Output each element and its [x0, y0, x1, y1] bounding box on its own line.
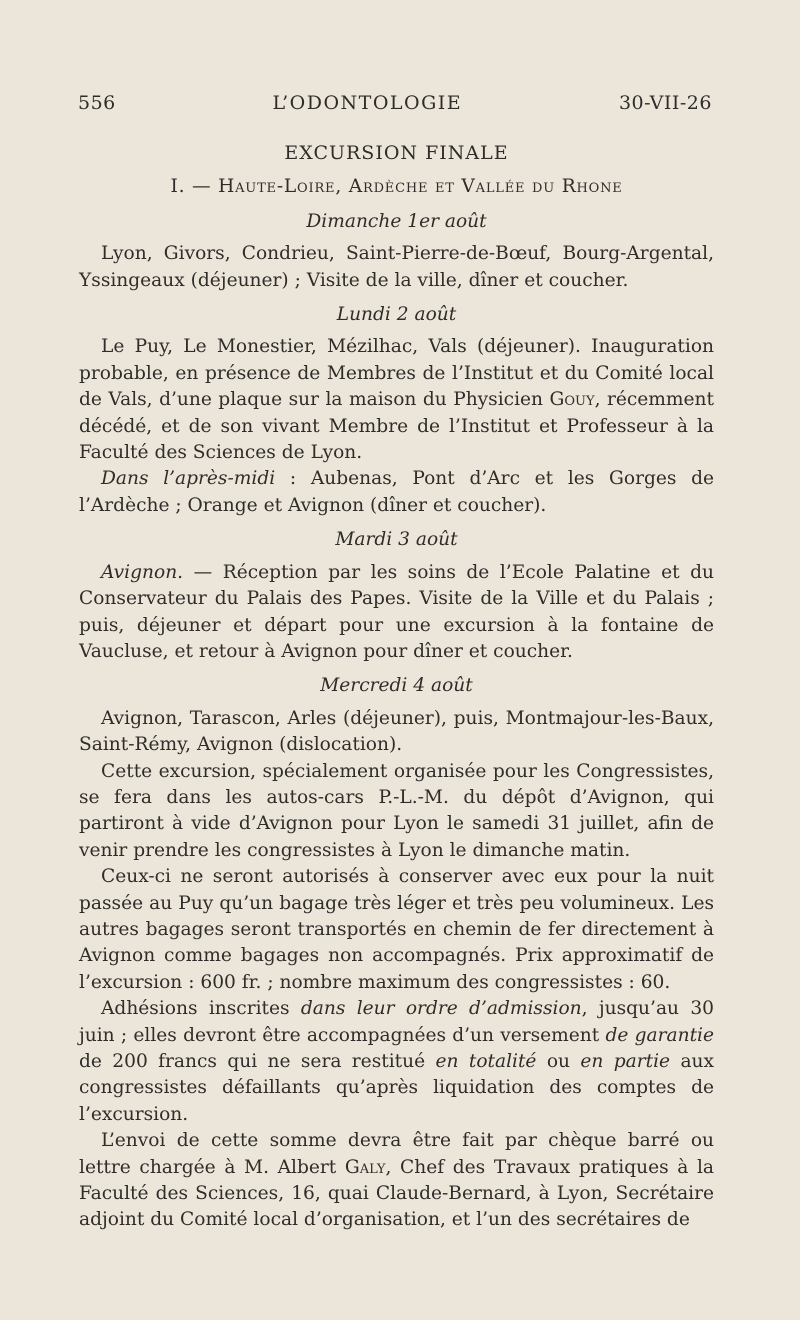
day-heading-tuesday: Mardi 3 août — [335, 529, 458, 551]
adhesions-text-g: ou — [536, 1051, 581, 1072]
day-text-sunday: Lyon, Givors, Condrieu, Saint-Pierre-de-Bœuf, Bourg-Argental, Yssingeaux (déjeuner) ; Visite de la ville, dîner et coucher. — [79, 243, 714, 291]
paragraph-luggage: Ceux-ci ne seront autorisés à conserver avec eux pour la nuit passée au Puy qu’un bagage très léger et très peu volumineux. Les autres bagages seront transportés en chemin de fer directement à Avignon comme bagages non accompagnés. Prix approximatif de l’excursion : 600 fr. ; nombre maximum des congressistes : 60. — [79, 866, 714, 993]
day-heading-sunday: Dimanche 1er août — [306, 210, 487, 232]
adhesions-text-i: aux congressistes défaillants qu’après liquidation des comptes de l’excursion. — [79, 1051, 714, 1125]
issue-date: 30-VII-26 — [618, 92, 712, 114]
adhesions-text-c: , jusqu’au 30 juin ; elles devront être accompagnées d’un versement — [79, 998, 714, 1046]
monday-afternoon — [79, 466, 714, 519]
section-subtitle: I. — Haute-Loire, Ardèche et Vallée du Rhone — [170, 176, 623, 198]
paragraph-payment — [79, 1128, 714, 1234]
physicist-name: Gouy — [549, 389, 595, 411]
day-heading-wednesday: Mercredi 4 août — [320, 675, 473, 697]
day-text-monday — [79, 334, 714, 466]
tuesday-place: Avignon. — [101, 561, 184, 583]
afternoon-label: Dans l’après-midi — [101, 468, 276, 490]
adhesions-text-e: de 200 francs qui ne sera restitué — [79, 1051, 436, 1072]
running-header — [78, 92, 712, 114]
monday-text-1: Le Puy, Le Monestier, Mézilhac, Vals (déjeuner). Inauguration probable, en présence de Membres de l’Institut et du Comité local de Vals, d’une plaque sur la maison du Physicien — [79, 336, 714, 411]
article-body — [79, 140, 714, 1234]
paragraph-adhesions — [79, 996, 714, 1128]
secretary-name: Galy — [344, 1156, 386, 1178]
adhesions-emphasis-partial: en partie — [580, 1051, 671, 1072]
day-text-tuesday — [79, 560, 714, 666]
day-heading-monday: Lundi 2 août — [336, 304, 457, 326]
journal-title: L’ODONTOLOGIE — [272, 92, 463, 114]
page-number: 556 — [78, 92, 116, 114]
monday-text-2: , récemment décédé, et de son vivant Membre de l’Institut et Professeur à la Faculté des Sciences de Lyon. — [79, 389, 714, 464]
adhesions-emphasis-order: dans leur ordre d’admission — [300, 998, 582, 1020]
tuesday-text: — Réception par les soins de l’Ecole Palatine et du Conservateur du Palais des Papes. Visite de la Ville et du Palais ; puis, déjeuner et départ pour une excursion à la fontaine de Vaucluse, et retour à Avignon pour dîner et coucher. — [79, 561, 714, 662]
adhesions-emphasis-guarantee: de garantie — [605, 1024, 714, 1046]
paragraph-organisation: Cette excursion, spécialement organisée pour les Congressistes, se fera dans les autos-cars P.-L.-M. du dépôt d’Avignon, qui partiront à vide d’Avignon pour Lyon le samedi 31 juillet, afin de venir prendre les congressistes à Lyon le dimanche matin. — [79, 760, 714, 861]
adhesions-text-a: Adhésions inscrites — [101, 998, 301, 1020]
payment-text-a: L’envoi de cette somme devra être fait par chèque barré ou lettre chargée à M. Albert — [79, 1130, 714, 1178]
adhesions-emphasis-total: en totalité — [435, 1051, 537, 1072]
section-title: EXCURSION FINALE — [284, 142, 509, 164]
payment-text-b: , Chef des Travaux pratiques à la Faculté des Sciences, 16, quai Claude-Bernard, à Lyon, Secrétaire adjoint du Comité local d’organisation, et l’un des secrétaires de — [79, 1156, 714, 1231]
afternoon-text: : Aubenas, Pont d’Arc et les Gorges de l’Ardèche ; Orange et Avignon (dîner et coucher). — [79, 468, 714, 516]
day-text-wednesday: Avignon, Tarascon, Arles (déjeuner), puis, Montmajour-les-Baux, Saint-Rémy, Avignon (dislocation). — [79, 707, 714, 756]
